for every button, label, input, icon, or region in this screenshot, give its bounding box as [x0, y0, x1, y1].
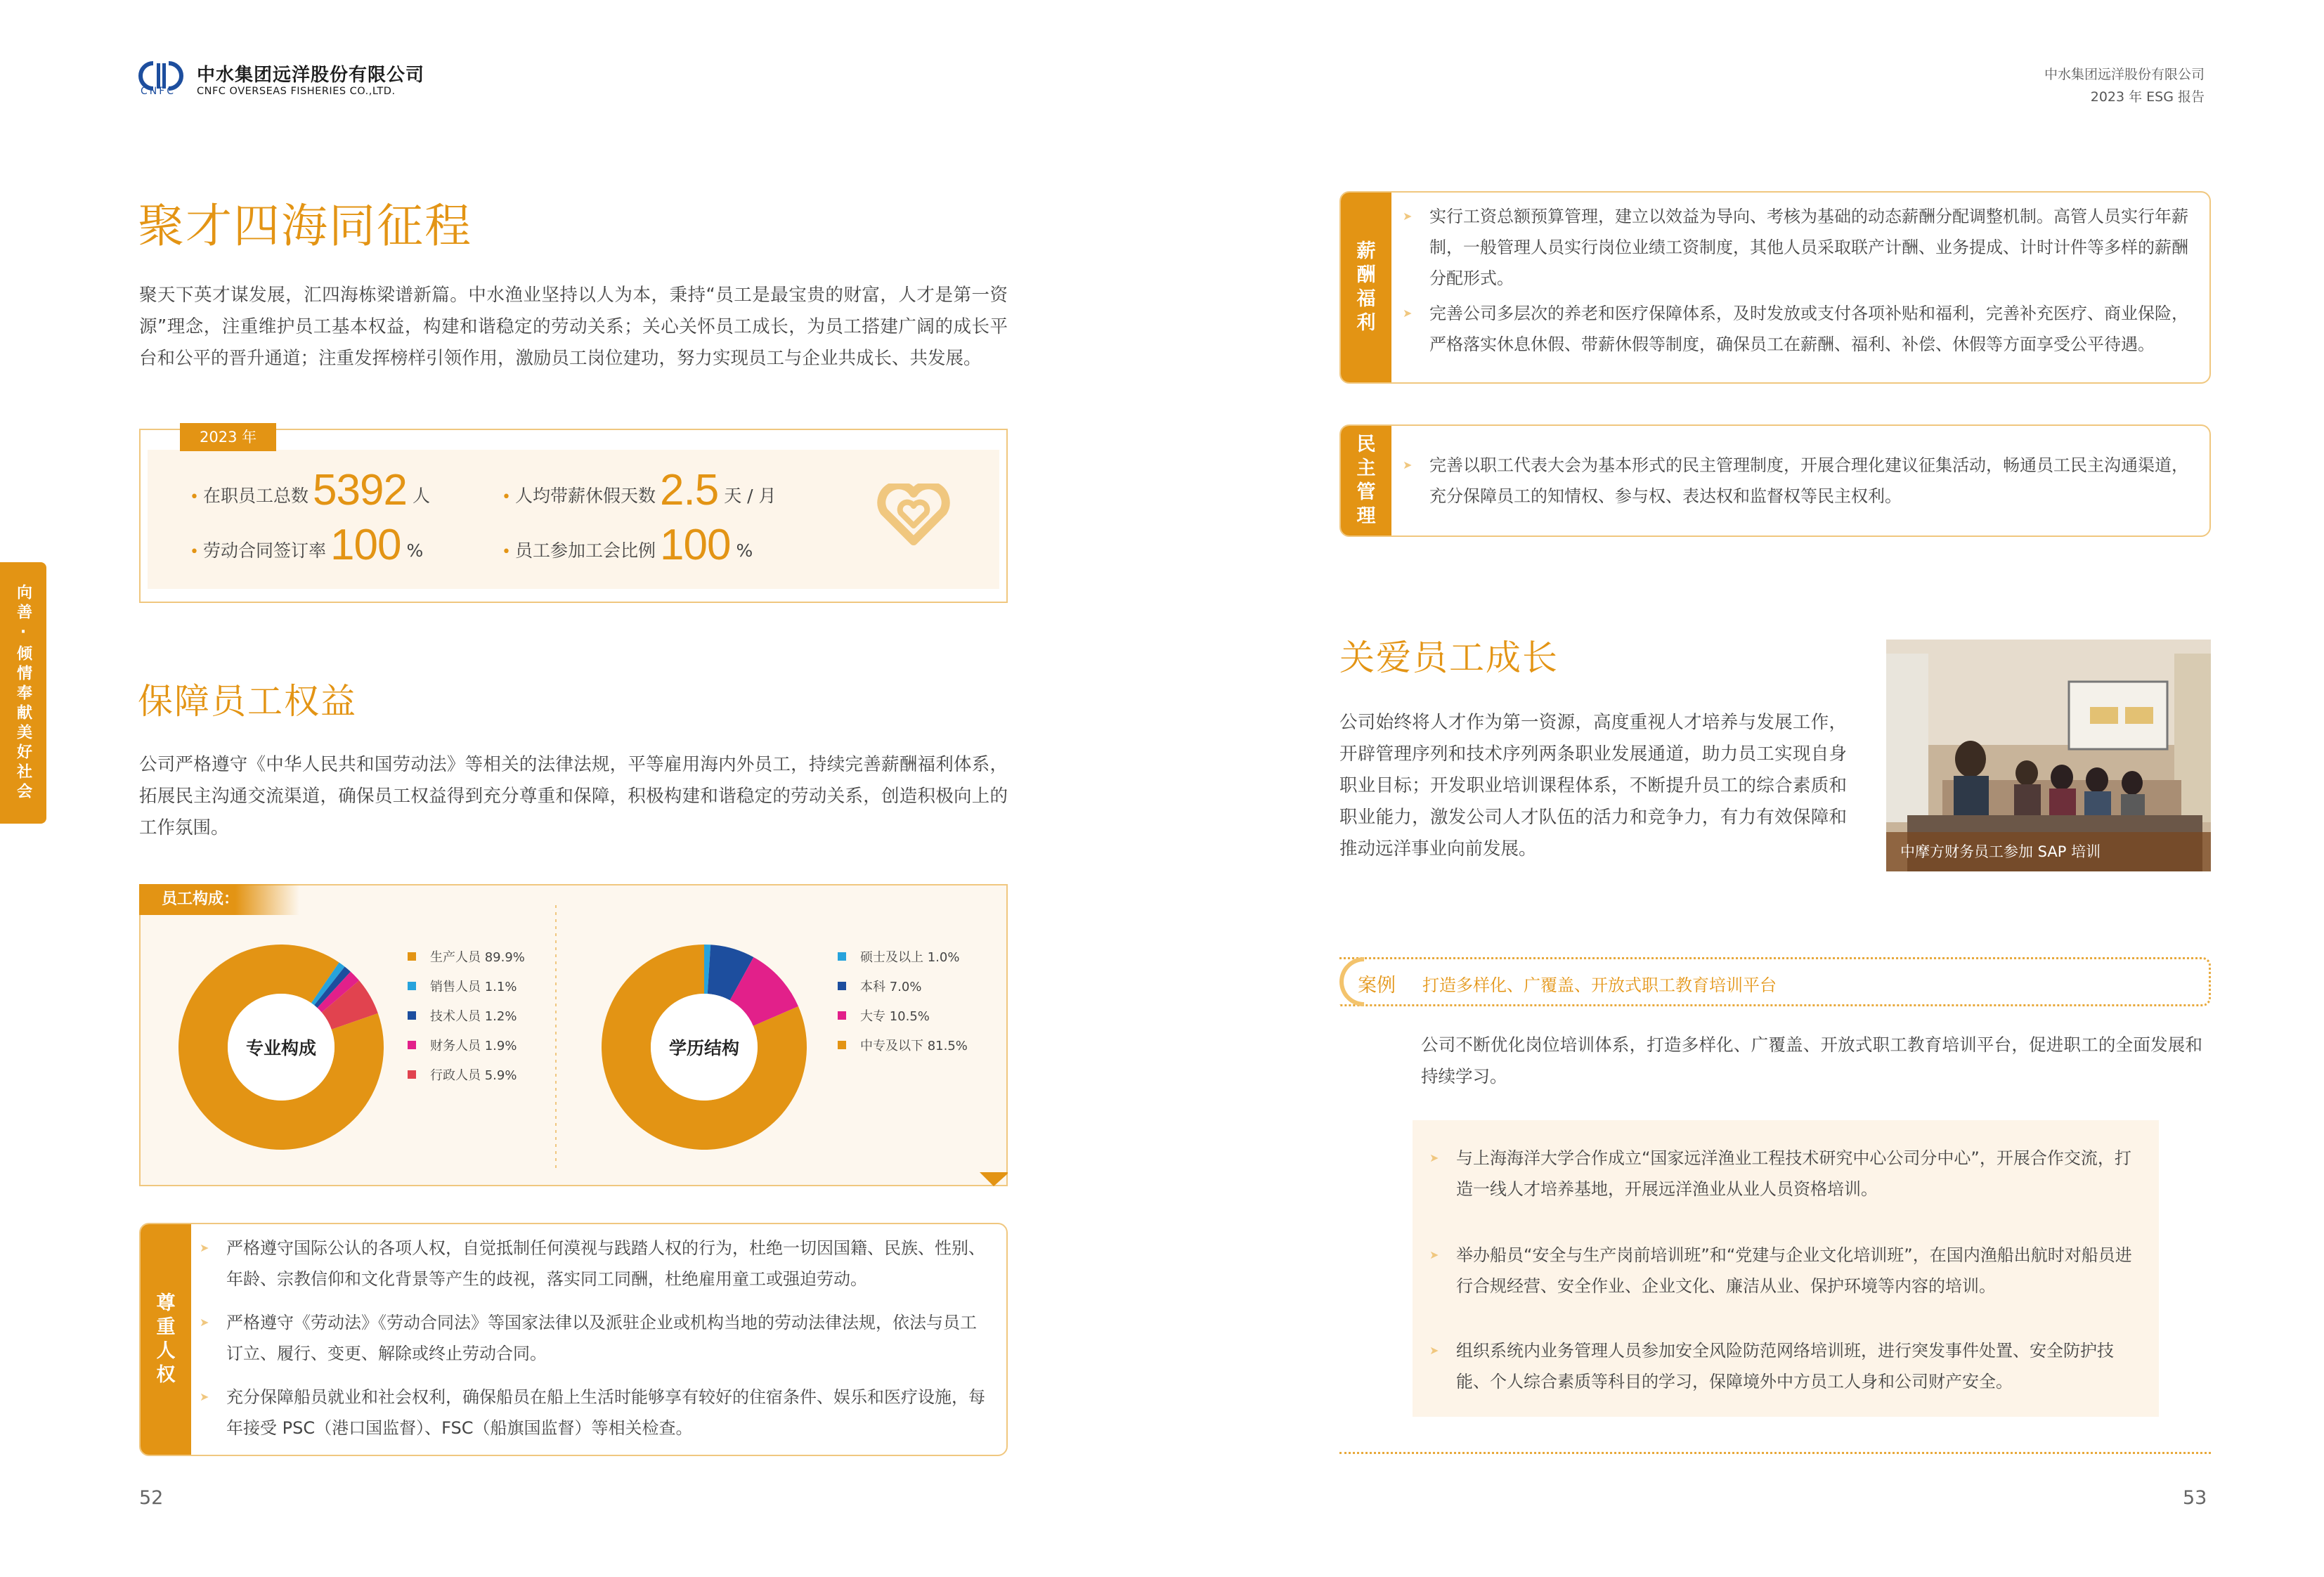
- legend-swatch: [408, 1041, 416, 1049]
- case-intro: 公司不断优化岗位培训体系，打造多样化、广覆盖、开放式职工教育培训平台，促进职工的全面发展和持续学习。: [1421, 1034, 2202, 1086]
- salary-item-1: ➤ 实行工资总额预算管理，建立以效益为导向、考核为基础的动态薪酬分配调整机制。高管人员实行年薪制，一般管理人员实行岗位业绩工资制度，其他人员采取联产计酬、业务提成、计时计件等多样的薪酬分配形式。: [1429, 201, 2198, 294]
- legend-item: [408, 942, 525, 971]
- respect-item-3: ➤ 充分保障船员就业和社会权利，确保船员在船上生活时能够享有较好的住宿条件、娱乐和医疗设施，每年接受 PSC（港口国监督）、FSC（船旗国监督）等相关检查。: [226, 1382, 992, 1443]
- case-item-1: ➤ 与上海海洋大学合作成立“国家远洋渔业工程技术研究中心公司分中心”，开展合作交流，打造一线人才培养基地，开展远洋渔业从业人员资格培训。: [1456, 1143, 2145, 1205]
- legend-label: 本科 7.0%: [860, 980, 922, 994]
- democracy-tag-char: 主: [1356, 457, 1376, 479]
- case-title: 打造多样化、广覆盖、开放式职工教育培训平台: [1422, 975, 1777, 995]
- panel-divider: [554, 905, 558, 1172]
- rights-paragraph: 公司严格遵守《中华人民共和国劳动法》等相关的法律法规，平等雇用海内外员工，持续完善薪酬福利体系，拓展民主沟通交流渠道，确保员工权益得到充分尊重和保障，积极构建和谐稳定的劳动关系，创造积极向上的工作氛围。: [139, 754, 1008, 838]
- legend-swatch: [408, 982, 416, 990]
- legend-item: [838, 971, 968, 1001]
- democracy-tag-char: 理: [1356, 505, 1376, 527]
- democracy-tag-char: 民: [1356, 434, 1376, 455]
- growth-title: 关爱员工成长: [1339, 637, 1559, 678]
- legend-label: 硕士及以上 1.0%: [860, 950, 960, 965]
- photo-caption: 中摩方财务员工参加 SAP 培训: [1886, 832, 2211, 871]
- legend-label: 大专 10.5%: [860, 1009, 930, 1024]
- salary-tag-char: 福: [1356, 288, 1376, 310]
- legend-swatch: [408, 1070, 416, 1079]
- respect-rights-tag: [141, 1224, 191, 1455]
- case-training-box: [1413, 1120, 2159, 1417]
- salary-tag-char: 利: [1356, 312, 1376, 334]
- democracy-tag-char: 管: [1356, 481, 1376, 503]
- year-tab: 2023 年: [180, 423, 276, 451]
- heart-icon: [877, 484, 950, 547]
- rights-title: 保障员工权益: [138, 681, 357, 722]
- header-report-title: 2023 年 ESG 报告: [2090, 89, 2205, 105]
- legend-swatch: [408, 952, 416, 961]
- respect-tag-char: 人: [156, 1340, 176, 1362]
- stat-employees: • 在职员工总数5392 人: [190, 466, 430, 514]
- stats-box: [139, 429, 1008, 603]
- salary-tag-char: 酬: [1356, 264, 1376, 286]
- legend-swatch: [408, 1011, 416, 1020]
- legend-swatch: [838, 952, 846, 961]
- donut-label-major: 专业构成: [245, 1038, 316, 1058]
- header-right: [2044, 63, 2205, 108]
- logo-company-name: 中水集团远洋股份有限公司: [197, 65, 425, 86]
- section-side-tab: 向善·倾情奉献美好社会: [0, 562, 46, 824]
- page-number-left: 52: [139, 1487, 164, 1509]
- legend-label: 生产人员 89.9%: [430, 950, 525, 965]
- legend-swatch: [838, 982, 846, 990]
- logo-company-name-en: CNFC OVERSEAS FISHERIES CO.,LTD.: [197, 86, 396, 97]
- democracy-box: [1339, 424, 2211, 537]
- legend-label: 中专及以下 81.5%: [860, 1039, 968, 1053]
- stat-contract-rate: • 劳动合同签订率100 %: [190, 521, 424, 569]
- stat-paid-leave: • 人均带薪休假天数2.5 天 / 月: [502, 466, 777, 514]
- page-title: 聚才四海同征程: [138, 199, 472, 253]
- panel-corner-icon: [980, 1172, 1008, 1186]
- case-label: 案例: [1358, 975, 1396, 997]
- legend-item: [408, 1001, 525, 1030]
- respect-item-2: ➤ 严格遵守《劳动法》《劳动合同法》等国家法律以及派驻企业或机构当地的劳动法律法规，依法与员工订立、履行、变更、解除或终止劳动合同。: [226, 1307, 992, 1369]
- legend-education: [838, 942, 968, 1060]
- salary-item-2: ➤ 完善公司多层次的养老和医疗保障体系，及时发放或支付各项补贴和福利，完善补充医疗、商业保险，严格落实休息休假、带薪休假等制度，确保员工在薪酬、福利、补偿、休假等方面享受公平待遇。: [1429, 298, 2198, 360]
- legend-major: [408, 942, 525, 1089]
- legend-label: 财务人员 1.9%: [430, 1039, 517, 1053]
- legend-item: [408, 1030, 525, 1060]
- legend-label: 技术人员 1.2%: [430, 1009, 517, 1024]
- legend-item: [408, 971, 525, 1001]
- intro-paragraph: 聚天下英才谋发展，汇四海栋梁谱新篇。中水渔业坚持以人为本，秉持“员工是最宝贵的财富，人才是第一资源”理念，注重维护员工基本权益，构建和谐稳定的劳动关系；关心关怀员工成长，为员工搭建广阔的成长平台和公平的晋升通道；注重发挥榜样引领作用，激励员工岗位建功，努力实现员工与企业共成长、共发展。: [139, 285, 1008, 369]
- bottom-divider: [1339, 1452, 2211, 1454]
- donut-label-education: 学历结构: [668, 1038, 739, 1058]
- respect-tag-char: 重: [156, 1316, 176, 1338]
- respect-tag-char: 权: [156, 1364, 176, 1386]
- legend-item: [838, 1001, 968, 1030]
- salary-tag: [1341, 193, 1391, 382]
- training-photo: [1886, 640, 2211, 871]
- salary-box: [1339, 191, 2211, 384]
- legend-label: 行政人员 5.9%: [430, 1068, 517, 1083]
- header-company: 中水集团远洋股份有限公司: [2044, 67, 2205, 82]
- respect-item-1: ➤ 严格遵守国际公认的各项人权，自觉抵制任何漠视与践踏人权的行为，杜绝一切因国籍、民族、性别、年龄、宗教信仰和文化背景等产生的歧视，落实同工同酬，杜绝雇用童工或强迫劳动。: [226, 1233, 992, 1294]
- democracy-tag: [1341, 426, 1391, 536]
- case-header: [1339, 957, 2211, 1006]
- legend-item: [408, 1060, 525, 1089]
- composition-panel: [139, 884, 1008, 1186]
- stat-union-rate: • 员工参加工会比例100 %: [502, 521, 753, 569]
- composition-tag: 员工构成：: [139, 884, 299, 915]
- logo-abbreviation: CNFC: [141, 86, 176, 97]
- legend-swatch: [838, 1041, 846, 1049]
- respect-rights-box: [139, 1223, 1008, 1456]
- respect-tag-char: 尊: [156, 1292, 176, 1314]
- democracy-item-1: ➤ 完善以职工代表大会为基本形式的民主管理制度，开展合理化建议征集活动，畅通员工民主沟通渠道，充分保障员工的知情权、参与权、表达权和监督权等民主权利。: [1429, 450, 2198, 512]
- case-item-2: ➤ 举办船员“安全与生产岗前培训班”和“党建与企业文化培训班”，在国内渔船出航时对船员进行合规经营、安全作业、企业文化、廉洁从业、保护环境等内容的培训。: [1456, 1240, 2145, 1302]
- growth-paragraph: 公司始终将人才作为第一资源，高度重视人才培养与发展工作，开辟管理序列和技术序列两条职业发展通道，助力员工实现自身职业目标；开发职业培训课程体系，不断提升员工的综合素质和职业能力，激发公司人才队伍的活力和竞争力，有力有效保障和推动远洋事业向前发展。: [1339, 712, 1847, 859]
- case-item-3: ➤ 组织系统内业务管理人员参加安全风险防范网络培训班，进行突发事件处置、安全防护技能、个人综合素质等科目的学习，保障境外中方员工人身和公司财产安全。: [1456, 1335, 2145, 1397]
- legend-item: [838, 1030, 968, 1060]
- salary-tag-char: 薪: [1356, 240, 1376, 262]
- legend-swatch: [838, 1011, 846, 1020]
- legend-label: 销售人员 1.1%: [430, 980, 517, 994]
- page-number-right: 53: [2183, 1487, 2207, 1509]
- legend-item: [838, 942, 968, 971]
